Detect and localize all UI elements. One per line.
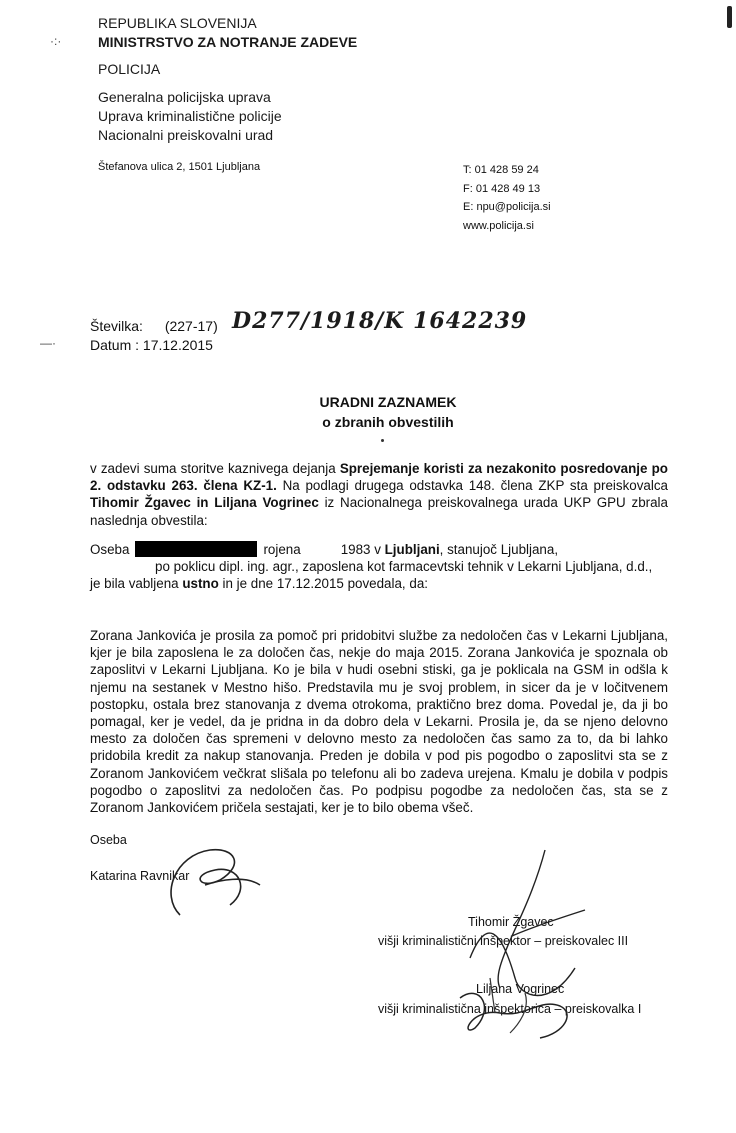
- statement-paragraph: Zorana Jankovića je prosila za pomoč pri pridobitvi službe za nedoločen čas v Lekarni Ljubljana, kjer je bila zaposlena le za določen čas, nekje do maja 2015. Zorana Jankovića je spoznala ob zaposlitvi v Lekarni Ljubljana. Ko je bila v hudi osebni stiski, ga je poklicala na GSM in odšla k njemu na sestanek v Mestno hišo. Predstavila mu je svoj problem, in sicer da je v ločitvenem postopku, ostala brez stanovanja z dvema otrokoma, praktično brez doma. Povedal je, da ji bo pomagal, ker je vedel, da je pridna in da dobro dela v Lekarni. Prosila je, da se njeno delovno mesto za določen čas spremeni v delovno mesto za nedoločen čas samo za to, da bi lahko pridobila kredit za nakup stanovanja. Preden je dobila v pod pis pogodbo o zaposlitvi sta se z Zoranom Jankovićem večkrat slišala po telefonu ali bo zadeva urejena. Kmalu je dobila v podpis pogodbo o zaposlitvi za nedoločen čas. Po podpisu pogodbe za nedoločen čas, sta se z Zoranom Jankovićem pričela sestajati, ker je to bilo obema všeč.: [90, 628, 668, 816]
- person-label: Oseba: [90, 542, 130, 557]
- contact-fax: F: 01 428 49 13: [463, 182, 541, 195]
- person-birthplace: Ljubljani: [384, 542, 440, 557]
- unit-national: Nacionalni preiskovalni urad: [98, 127, 274, 143]
- letterhead: [98, 14, 357, 145]
- person-line-3: [90, 575, 668, 592]
- contact-block: [463, 161, 551, 235]
- person-invite-mode: ustno: [182, 576, 219, 592]
- reference-label: Številka:: [90, 318, 143, 334]
- redaction-bar: [135, 541, 257, 557]
- intro-text-3: iz Nacionalnega preiskovalnega urada UKP GPU zbrala naslednja obvestila:: [90, 495, 668, 528]
- reference-handwritten: D277/1918/K 1642239: [232, 308, 528, 334]
- title-sub: o zbranih obvestilih: [322, 414, 454, 430]
- intro-text-1: v zadevi suma storitve kaznivega dejanja: [90, 461, 340, 476]
- intro-offence: Sprejemanje koristi za nezakonito posredovanje po 2. odstavku 263. člena KZ-1.: [90, 461, 668, 494]
- signature-person-label: Oseba: [90, 833, 127, 847]
- person-invited: je bila vabljena: [90, 576, 183, 592]
- person-born: rojena: [263, 542, 301, 557]
- reference-value: (227-17): [164, 318, 218, 334]
- intro-investigators: Tihomir Žgavec in Liljana Vogrinec: [90, 495, 319, 511]
- investigator1-title: višji kriminalistični inšpektor – preiskovalec III: [378, 934, 629, 948]
- ministry-name: MINISTRSTVO ZA NOTRANJE ZADEVE: [98, 34, 358, 50]
- corner-mark: [727, 6, 732, 28]
- investigator-signature-scribbles: [400, 848, 600, 1048]
- person-paragraph: [90, 541, 668, 593]
- document-date: Datum : 17.12.2015: [90, 337, 213, 353]
- country-name: REPUBLIKA SLOVENIJA: [98, 15, 257, 31]
- speck: [381, 439, 384, 442]
- unit-criminal: Uprava kriminalistične policije: [98, 108, 282, 124]
- title-main: URADNI ZAZNAMEK: [319, 394, 457, 410]
- person-year: 1983 v: [340, 542, 385, 557]
- police-name: POLICIJA: [98, 61, 161, 77]
- person-line-1: [90, 541, 668, 558]
- margin-mark-middle: —·: [40, 336, 56, 350]
- investigator2-title: višji kriminalistična inšpektorica – preiskovalka I: [378, 1002, 642, 1016]
- office-address: Štefanova ulica 2, 1501 Ljubljana: [98, 161, 261, 173]
- signature-person-name: Katarina Ravnikar: [90, 869, 190, 883]
- person-statement-date: in je dne 17.12.2015 povedala, da:: [218, 576, 428, 592]
- document-title: [258, 392, 518, 432]
- intro-paragraph: [90, 460, 668, 529]
- intro-text-2: Na podlagi drugega odstavka 148. člena ZKP sta preiskovalca: [276, 478, 668, 494]
- margin-mark-top: ·:·: [50, 34, 62, 48]
- investigator1-name: Tihomir Žgavec: [468, 915, 554, 929]
- contact-web: www.policija.si: [463, 219, 534, 232]
- contact-phone: T: 01 428 59 24: [463, 164, 539, 176]
- unit-general: Generalna policijska uprava: [98, 89, 271, 105]
- contact-email: E: npu@policija.si: [463, 201, 551, 213]
- person-line-2: po poklicu dipl. ing. agr., zaposlena kot farmacevtski tehnik v Lekarni Ljubljana, d.d.,: [155, 559, 653, 575]
- person-signature-scribble: [150, 835, 270, 925]
- person-residence: , stanujoč Ljubljana,: [439, 542, 559, 557]
- investigator2-name: Liljana Vogrinec: [476, 982, 565, 996]
- reference-number: [90, 317, 218, 336]
